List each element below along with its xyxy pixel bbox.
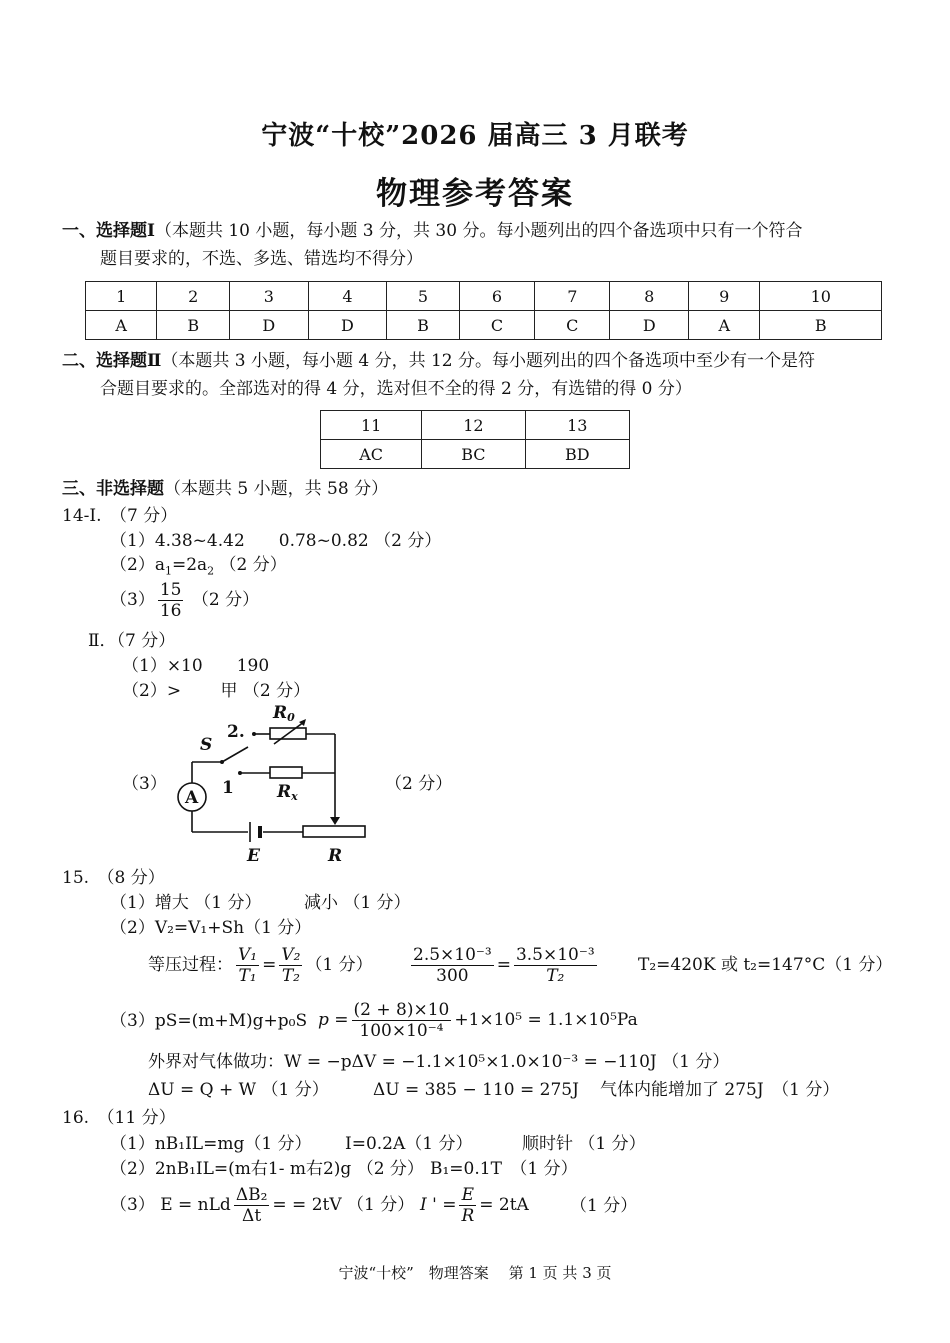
resistor-rx: [270, 767, 302, 778]
section2-answer-table: [320, 410, 630, 469]
rheostat: [303, 826, 365, 837]
r0-label-sub: 0: [287, 711, 295, 724]
q15-line1: （1）增大 （1 分） 减小 （1 分）: [110, 893, 411, 913]
q15-line4-end: +1×10⁵ = 1.1×10⁵Pa: [454, 1010, 638, 1030]
section2-number-cell: 13: [525, 411, 630, 440]
q16-line3-c: I ' =: [420, 1195, 457, 1215]
q15-frac-a: [411, 945, 494, 986]
q14-frac-den: 16: [159, 601, 182, 621]
q16-frac-db-den: Δt: [242, 1206, 262, 1226]
q16-head: 16. （11 分）: [62, 1108, 176, 1128]
q15-frac-b-num: 3.5×10⁻³: [515, 945, 595, 965]
q15-line2: （2）V₂=V₁+Sh（1 分）: [110, 918, 312, 938]
section1-header: [62, 217, 802, 245]
q14-line2-a: （2）a: [110, 555, 165, 575]
section1-answer-cell: C: [535, 311, 610, 340]
q16-frac-e: E: [459, 1185, 476, 1206]
q16-line1b: I=0.2A（1 分）: [345, 1134, 473, 1154]
section2-answer-cell: BC: [422, 440, 525, 469]
section1-number-row: [86, 282, 882, 311]
switch-label: S: [200, 735, 213, 755]
q15-line3-pre: 等压过程：: [148, 955, 233, 975]
section1-answer-cell: D: [610, 311, 689, 340]
section1-number-cell: 2: [157, 282, 230, 311]
q15-line4-pre: （3）pS=(m+M)g+p₀S: [110, 1011, 308, 1031]
circuit-diagram: [170, 700, 380, 870]
q15-line4: [318, 1000, 638, 1041]
q15-frac-v2t2: [279, 945, 302, 986]
q15-frac-a-den: 300: [436, 966, 469, 986]
q15-frac-b: [514, 945, 597, 986]
section1-desc2: 题目要求的，不选、多选、错选均不得分）: [100, 249, 423, 269]
q15-line4-p: p =: [318, 1010, 349, 1030]
section1-answer-row: [86, 311, 882, 340]
q15-frac-p-den: 100×10⁻⁴: [359, 1021, 444, 1041]
section1-number-cell: 6: [459, 282, 534, 311]
q15-line6b: ΔU = 385 − 110 = 275J: [373, 1080, 579, 1100]
q16-line2a: （2）2nB₁IL=(m右1- m右2)g （2 分）: [110, 1159, 424, 1179]
battery-label: E: [247, 846, 260, 866]
section1-answer-cell: C: [459, 311, 534, 340]
section1-answer-cell: A: [689, 311, 760, 340]
resistor-r0-arrow: [274, 722, 304, 744]
section3-desc: （本题共 5 小题，共 58 分）: [164, 479, 389, 499]
section1-number-cell: 7: [535, 282, 610, 311]
section1-answer-cell: D: [308, 311, 387, 340]
pos2-label: 2.: [227, 722, 245, 742]
rheostat-label: R: [328, 846, 343, 866]
section2-number-cell: 11: [321, 411, 422, 440]
q15-line6a: ΔU = Q + W （1 分）: [148, 1080, 329, 1100]
q14-ii-head: Ⅱ．（7 分）: [88, 631, 176, 651]
slider-arrowhead: [330, 817, 340, 825]
section1-number-cell: 4: [308, 282, 387, 311]
q16-line3-current: [420, 1185, 529, 1226]
page-footer: 宁波“十校” 物理答案 第 1 页 共 3 页: [338, 1264, 612, 1282]
q15-line3-end: T₂=420K 或 t₂=147°C（1 分）: [638, 955, 893, 975]
q15-frac-t2: T₂: [281, 966, 300, 986]
section2-number-row: [321, 411, 630, 440]
q14-head: 14-I. （7 分）: [62, 506, 178, 526]
q14-frac-num: 15: [159, 580, 182, 600]
switch-pivot: [220, 760, 224, 764]
q15-head: 15. （8 分）: [62, 868, 165, 888]
q14-ii-line3: （3）: [122, 774, 167, 794]
q14-line3: [110, 580, 259, 621]
section3-label: 三、非选择题: [62, 479, 164, 499]
q15-line3-score: （1 分）: [305, 955, 373, 975]
r0-label-main: R: [273, 703, 288, 723]
q16-frac-db: [234, 1185, 270, 1226]
q14-sub1: 1: [164, 564, 172, 578]
section1-number-cell: 8: [610, 282, 689, 311]
q16-line2b: B₁=0.1T （1 分）: [430, 1159, 578, 1179]
q15-line5: 外界对气体做功：W = −pΔV = −1.1×10⁵×1.0×10⁻³ = −110J （1 分）: [148, 1052, 730, 1072]
q15-frac-p: [352, 1000, 452, 1041]
q16-frac-er: [459, 1185, 476, 1226]
q15-frac-a-num: 2.5×10⁻³: [413, 945, 492, 965]
q14-fraction: [158, 580, 184, 621]
rx-label-sub: x: [291, 790, 298, 803]
q16-frac-r: R: [461, 1206, 475, 1226]
q15-line6c: 气体内能增加了 275J （1 分）: [600, 1080, 840, 1100]
section2-desc1: （本题共 3 小题，每小题 4 分，共 12 分。每小题列出的四个备选项中至少有一个是符: [161, 351, 816, 371]
q15-frac-v2: V₂: [281, 945, 301, 965]
q16-line1a: （1）nB₁IL=mg（1 分）: [110, 1134, 312, 1154]
section1-answer-cell: B: [157, 311, 230, 340]
q16-frac-db-num: ΔB₂: [235, 1185, 268, 1205]
section1-answer-table: [85, 281, 882, 340]
q14-ii-line1: （1）×10 190: [122, 656, 270, 676]
section3-header: [62, 475, 388, 503]
section2-desc2: 合题目要求的。全部选对的得 4 分，选对但不全的得 2 分，有选错的得 0 分）: [100, 379, 692, 399]
q16-line3: [110, 1185, 414, 1226]
q14-ii-line2: （2）> 甲 （2 分）: [122, 681, 311, 701]
contact-2: [252, 732, 256, 736]
q14-line1: （1）4.38~4.42 0.78~0.82 （2 分）: [110, 531, 442, 551]
q15-line3-calc: $\frac{\text{2.5×10⁻³}}{300}$ = $\frac{\text{3.5×10⁻³}}{\text{T₂}}$: [413, 945, 595, 986]
q15-frac-v1: V₁: [238, 945, 258, 965]
section1-number-cell: 5: [387, 282, 460, 311]
section2-answer-cell: BD: [525, 440, 630, 469]
q14-line2-c: （2 分）: [214, 555, 287, 575]
section1-number-cell: 9: [689, 282, 760, 311]
section1-label: 一、选择题Ⅰ: [62, 221, 155, 241]
section1-answer-cell: B: [760, 311, 882, 340]
section2-header: [62, 347, 815, 375]
section2-label: 二、选择题Ⅱ: [62, 351, 162, 371]
q16-line3-e: （1 分）: [570, 1196, 638, 1216]
section1-number-cell: 10: [760, 282, 882, 311]
section1-answer-cell: B: [387, 311, 460, 340]
q15-frac-t1: T₁: [238, 966, 257, 986]
switch-blade: [222, 747, 248, 762]
contact-1: [238, 771, 242, 775]
page-title: 宁波“十校”2026 届高三 3 月联考: [261, 121, 689, 151]
section1-desc1: （本题共 10 小题，每小题 3 分，共 30 分。每小题列出的四个备选项中只有一个符合: [154, 221, 803, 241]
q14-line3-b: （2 分）: [191, 590, 260, 610]
section2-number-cell: 12: [422, 411, 525, 440]
q16-line1c: 顺时针 （1 分）: [522, 1134, 646, 1154]
q16-line3-d: = 2tA: [479, 1195, 529, 1215]
q15-frac-v1t1: [236, 945, 259, 986]
q15-line3: 等压过程： $\frac{\text{V₁}}{\text{T₁}}$ = $\frac{\text{V₂}}{\text{T₂}}$ （1 分）: [148, 945, 373, 986]
pos1-label: 1: [222, 778, 234, 798]
q15-frac-p-num: (2 + 8)×10: [353, 1000, 450, 1020]
q14-line3-a: （3）: [110, 590, 155, 610]
section1-answer-cell: D: [230, 311, 309, 340]
q14-sub2: 2: [207, 564, 215, 578]
q14-ii-line3-score: （2 分）: [385, 774, 453, 794]
section2-answer-cell: AC: [321, 440, 422, 469]
section1-number-cell: 1: [86, 282, 157, 311]
r0-label: [272, 703, 295, 724]
rx-label-main: R: [277, 782, 292, 802]
rx-label: [276, 782, 298, 803]
section2-answer-row: [321, 440, 630, 469]
section1-number-cell: 3: [230, 282, 309, 311]
ammeter-label: A: [185, 788, 199, 808]
q14-line2-b: =2a: [171, 555, 208, 575]
q16-line3-b: = = 2tV （1 分）: [272, 1195, 415, 1215]
q15-frac-b-den: T₂: [546, 966, 565, 986]
page-subtitle: 物理参考答案: [376, 176, 574, 212]
section1-answer-cell: A: [86, 311, 157, 340]
q16-line3-a: （3） E = nLd: [110, 1195, 231, 1215]
